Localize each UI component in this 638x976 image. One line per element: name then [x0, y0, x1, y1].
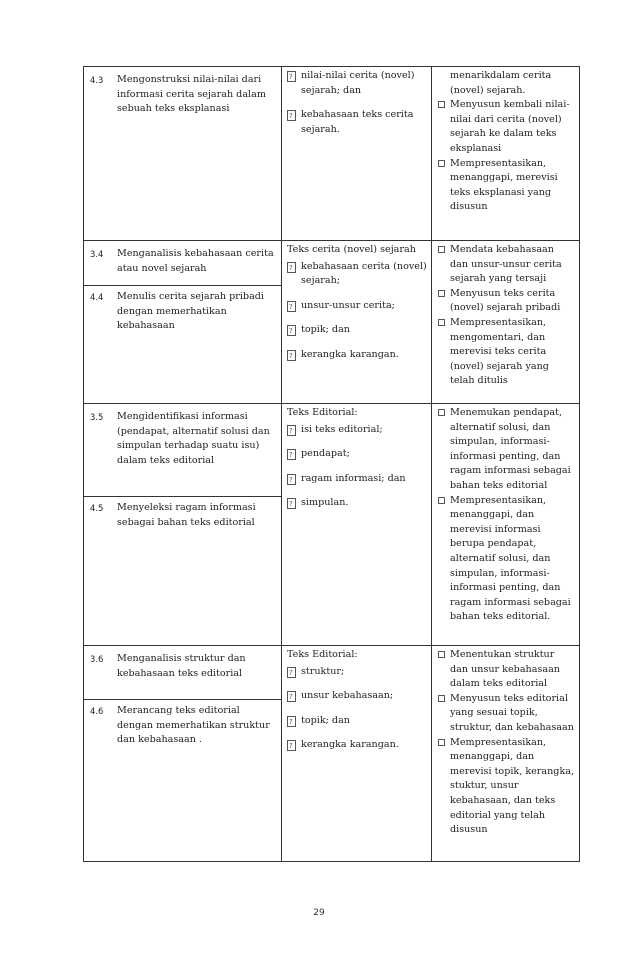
materi-item: [287, 472, 427, 487]
kd-text: Menyeleksi ragam informasi sebagai bahan teks editorial: [117, 502, 256, 528]
checkbox-bullet-icon: [438, 101, 445, 108]
table-row: [84, 646, 580, 862]
materi-item: [287, 689, 427, 704]
materi-text: simpulan.: [301, 497, 349, 509]
materi-text: kerangka karangan.: [301, 739, 399, 751]
kegiatan-text: Mempresentasikan, menanggapi, merevisi teks eksplanasi yang disusun: [450, 157, 558, 213]
kd-entry: [84, 646, 281, 693]
kd-entry: [84, 404, 281, 490]
kompetensi-dasar-cell: [84, 67, 282, 241]
checkbox-bullet-icon: [438, 246, 445, 253]
checkbox-bullet-icon: [438, 290, 445, 297]
kd-text: Menganalisis struktur dan kebahasaan teks editorial: [117, 653, 246, 679]
materi-text: pendapat;: [301, 448, 350, 460]
kd-number: 4.5: [90, 503, 104, 513]
materi-item: [287, 323, 427, 338]
kegiatan-text: Menyusun teks cerita (novel) sejarah pribadi: [450, 287, 561, 314]
kd-text: Menganalisis kebahasaan cerita atau novel sejarah: [117, 248, 274, 274]
kegiatan-text: Menemukan pendapat, alternatif solusi, dan simpulan, informasi-informasi penting, dan ragam informasi sebagai bahan teks editorial: [450, 407, 571, 491]
materi-item: [287, 665, 427, 680]
page-number: 29: [313, 908, 325, 918]
curriculum-table: [83, 66, 580, 862]
materi-text: kebahasaan cerita (novel) sejarah;: [301, 260, 427, 287]
kegiatan-text: Mempresentasikan, mengomentari, dan merevisi teks cerita (novel) sejarah yang telah ditulis: [450, 316, 549, 387]
materi-heading: Teks cerita (novel) sejarah: [287, 244, 416, 255]
materi-text: struktur;: [301, 665, 345, 677]
placeholder-glyph-icon: [287, 474, 296, 485]
kegiatan-cell: [432, 67, 580, 241]
table-row: [84, 404, 580, 646]
kd-entry: [84, 700, 281, 748]
materi-item: [287, 348, 427, 363]
materi-text: ragam informasi; dan: [301, 472, 406, 484]
materi-text: nilai-nilai cerita (novel) sejarah; dan: [301, 70, 415, 96]
materi-text: topik; dan: [301, 324, 350, 336]
placeholder-glyph-icon: [287, 301, 296, 312]
placeholder-glyph-icon: [287, 716, 296, 727]
kd-text: Menulis cerita sejarah pribadi dengan memerhatikan kebahasaan: [117, 291, 264, 332]
placeholder-glyph-icon: [287, 350, 296, 361]
kegiatan-cell: [432, 241, 580, 404]
kegiatan-cell: [432, 646, 580, 862]
kegiatan-text: Menyusun kembali nilai-nilai dari cerita (novel) sejarah ke dalam teks eksplanasi: [450, 99, 570, 154]
curriculum-table-body: [84, 67, 580, 862]
kegiatan-item: [438, 157, 575, 215]
placeholder-glyph-icon: [287, 740, 296, 751]
table-row: [84, 241, 580, 404]
materi-text: isi teks editorial;: [301, 423, 383, 435]
materi-item: [287, 299, 427, 314]
placeholder-glyph-icon: [287, 110, 296, 121]
kd-text: Mengidentifikasi informasi (pendapat, alternatif solusi dan simpulan terhadap suatu isu) dalam teks editorial: [117, 411, 270, 466]
kegiatan-item: [438, 648, 575, 692]
kd-number: 3.4: [90, 249, 104, 259]
placeholder-glyph-icon: [287, 71, 296, 82]
kegiatan-item: [438, 736, 575, 838]
materi-cell: [282, 67, 432, 241]
checkbox-bullet-icon: [438, 160, 445, 167]
placeholder-glyph-icon: [287, 325, 296, 336]
kd-entry: [84, 286, 281, 334]
checkbox-bullet-icon: [438, 739, 445, 746]
materi-item: [287, 496, 427, 511]
kd-number: 3.5: [90, 412, 104, 422]
kd-number: 4.3: [90, 75, 104, 85]
materi-item: [287, 260, 427, 289]
kd-number: 3.6: [90, 654, 104, 664]
kegiatan-item: [438, 406, 575, 494]
checkbox-bullet-icon: [438, 319, 445, 326]
kd-entry: [84, 497, 281, 530]
placeholder-glyph-icon: [287, 262, 296, 273]
materi-cell: [282, 646, 432, 862]
kegiatan-item: [438, 243, 575, 287]
materi-item: [287, 69, 427, 98]
kd-number: 4.6: [90, 706, 104, 716]
kd-text: Mengonstruksi nilai-nilai dari informasi cerita sejarah dalam sebuah teks eksplanasi: [117, 74, 266, 115]
kegiatan-text: Mempresentasikan, menanggapi, dan merevisi informasi berupa pendapat, alternatif solusi, dan simpulan, informasi-informasi penting, dan ragam informasi sebagai bahan teks editorial.: [450, 494, 571, 623]
materi-item: [287, 714, 427, 729]
kegiatan-text: Mempresentasikan, menanggapi, dan merevisi topik, kerangka, stuktur, unsur kebahasaan, dan teks editorial yang telah disusun: [450, 736, 575, 836]
materi-item: [287, 447, 427, 462]
kompetensi-dasar-cell: [84, 241, 282, 404]
kd-entry: [84, 241, 281, 279]
checkbox-bullet-icon: [438, 497, 445, 504]
placeholder-glyph-icon: [287, 425, 296, 436]
materi-item: [287, 108, 427, 137]
materi-heading: Teks Editorial:: [287, 407, 358, 418]
checkbox-bullet-icon: [438, 409, 445, 416]
materi-item: [287, 738, 427, 753]
kegiatan-cell: [432, 404, 580, 646]
kd-text: Merancang teks editorial dengan memerhatikan struktur dan kebahasaan .: [117, 705, 270, 746]
table-row: [84, 67, 580, 241]
checkbox-bullet-icon: [438, 651, 445, 658]
kegiatan-item: [438, 494, 575, 625]
kd-entry: [84, 67, 281, 117]
placeholder-glyph-icon: [287, 691, 296, 702]
placeholder-glyph-icon: [287, 498, 296, 509]
kegiatan-text: Menentukan struktur dan unsur kebahasaan dalam teks editorial: [450, 649, 560, 690]
kegiatan-text: Mendata kebahasaan dan unsur-unsur cerita sejarah yang tersaji: [450, 244, 562, 285]
materi-text: unsur kebahasaan;: [301, 690, 394, 702]
kompetensi-dasar-cell: [84, 646, 282, 862]
materi-cell: [282, 241, 432, 404]
kegiatan-text: Menyusun teks editorial yang sesuai topik, struktur, dan kebahasaan: [450, 692, 574, 733]
kompetensi-dasar-cell: [84, 404, 282, 646]
placeholder-glyph-icon: [287, 449, 296, 460]
kegiatan-lead-text: menarikdalam cerita (novel) sejarah.: [450, 70, 552, 96]
checkbox-bullet-icon: [438, 695, 445, 702]
kegiatan-item: [438, 316, 575, 389]
kegiatan-item: [438, 692, 575, 736]
kegiatan-item: [438, 287, 575, 316]
placeholder-glyph-icon: [287, 667, 296, 678]
materi-text: topik; dan: [301, 714, 350, 726]
materi-text: kebahasaan teks cerita sejarah.: [301, 109, 414, 135]
materi-text: kerangka karangan.: [301, 348, 399, 360]
materi-text: unsur-unsur cerita;: [301, 299, 395, 311]
materi-heading: Teks Editorial:: [287, 649, 358, 660]
materi-cell: [282, 404, 432, 646]
materi-item: [287, 423, 427, 438]
kegiatan-item: [438, 98, 575, 156]
kd-number: 4.4: [90, 292, 104, 302]
